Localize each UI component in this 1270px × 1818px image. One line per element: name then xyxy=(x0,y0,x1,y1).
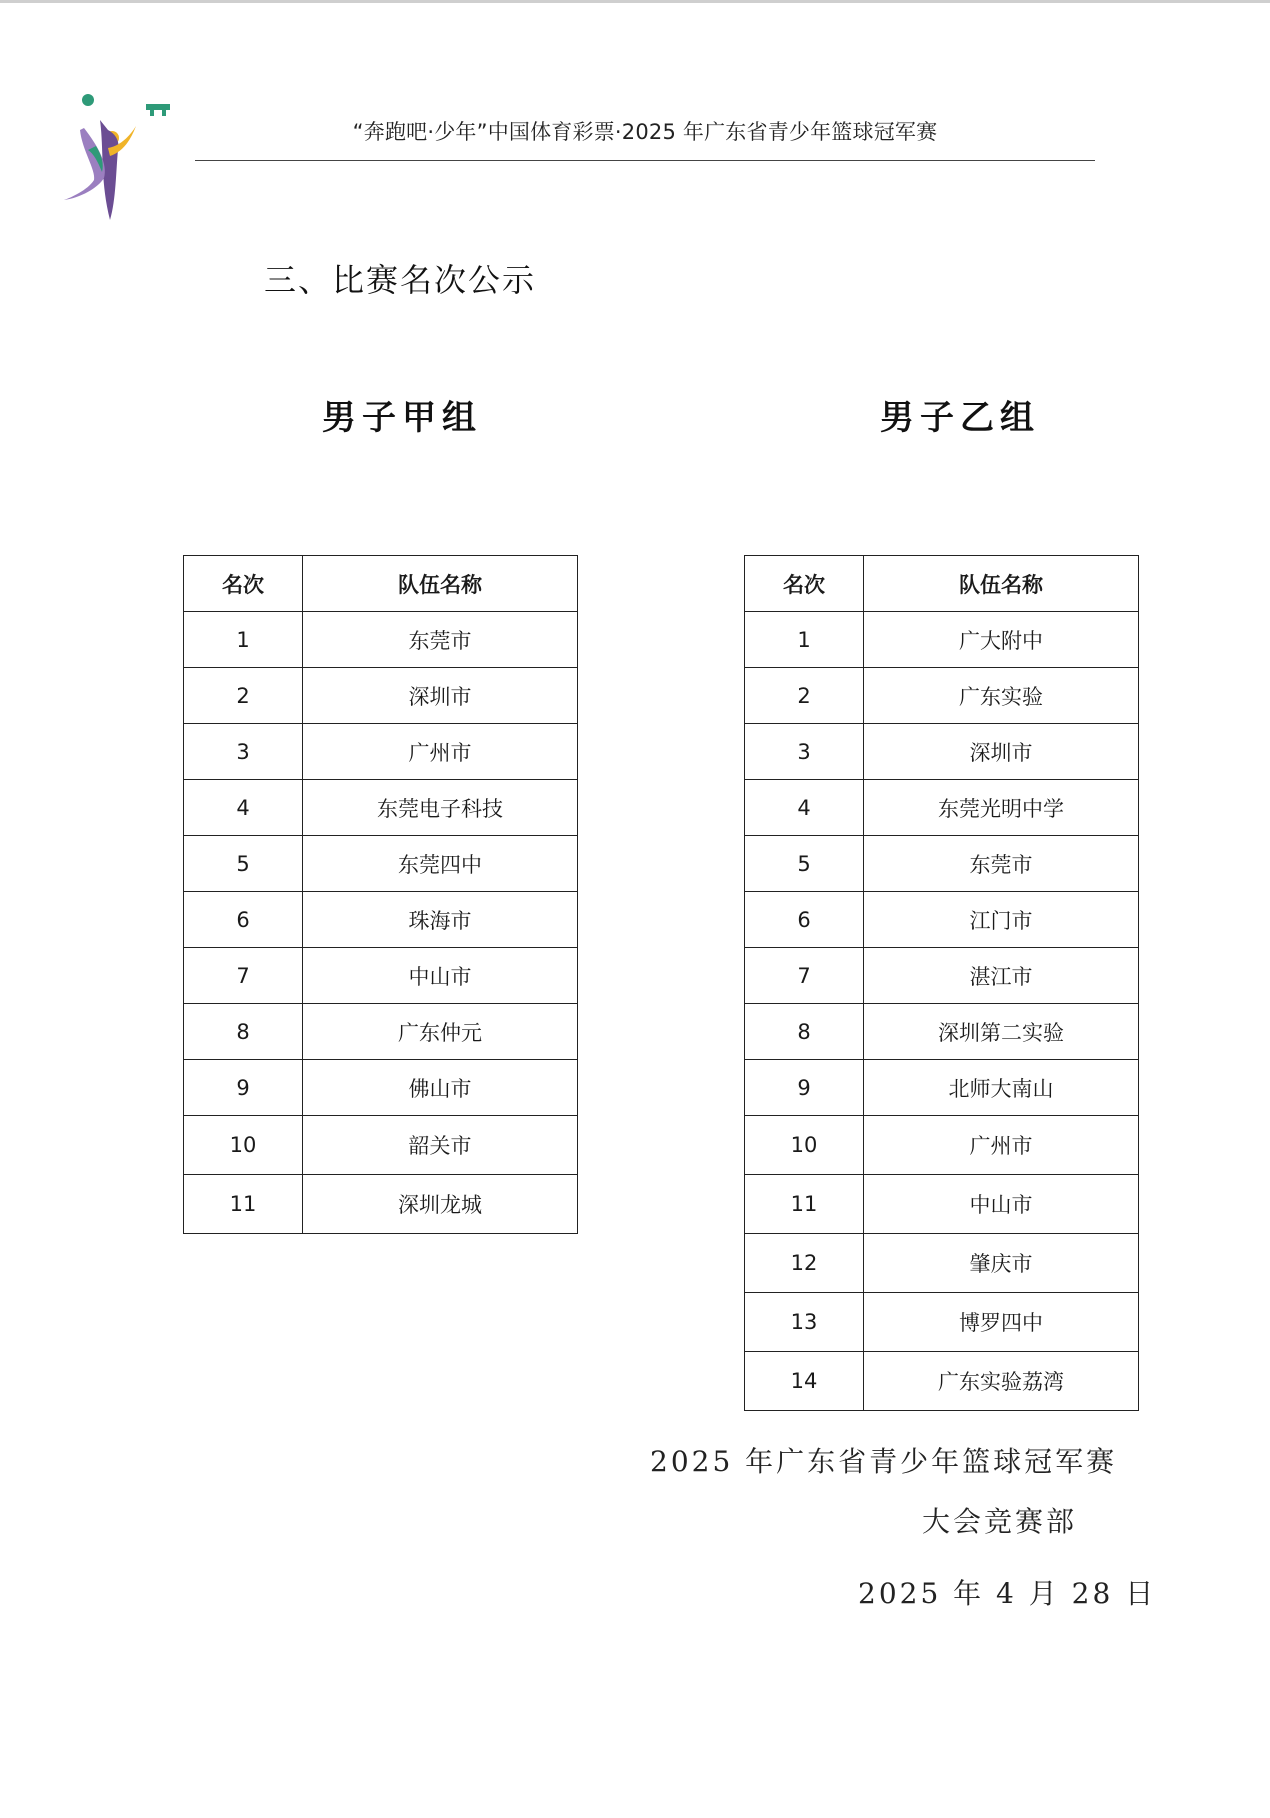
table-row xyxy=(745,1060,1139,1116)
team-cell: 博罗四中 xyxy=(864,1293,1139,1352)
table-row xyxy=(184,1175,578,1234)
rank-cell: 3 xyxy=(745,724,864,780)
team-cell: 中山市 xyxy=(303,948,578,1004)
team-cell: 东莞电子科技 xyxy=(303,780,578,836)
table-row xyxy=(745,1116,1139,1175)
team-cell: 东莞市 xyxy=(864,836,1139,892)
header-divider xyxy=(195,160,1095,161)
team-cell: 珠海市 xyxy=(303,892,578,948)
table-row xyxy=(745,948,1139,1004)
page-top-border xyxy=(0,0,1270,3)
rank-cell: 3 xyxy=(184,724,303,780)
rank-cell: 8 xyxy=(184,1004,303,1060)
table-row xyxy=(184,1060,578,1116)
rank-cell: 14 xyxy=(745,1352,864,1411)
group-title-a: 男子甲组 xyxy=(322,398,482,438)
column-header-rank: 名次 xyxy=(745,556,864,612)
rank-cell: 7 xyxy=(184,948,303,1004)
rank-cell: 5 xyxy=(745,836,864,892)
team-cell: 江门市 xyxy=(864,892,1139,948)
team-cell: 深圳第二实验 xyxy=(864,1004,1139,1060)
table-row xyxy=(184,780,578,836)
table-row xyxy=(184,612,578,668)
header-title: “奔跑吧·少年”中国体育彩票·2025 年广东省青少年篮球冠军赛 xyxy=(352,120,938,144)
table-row xyxy=(184,724,578,780)
table-row xyxy=(184,948,578,1004)
team-cell: 深圳市 xyxy=(864,724,1139,780)
rank-cell: 4 xyxy=(745,780,864,836)
rank-cell: 9 xyxy=(184,1060,303,1116)
table-row xyxy=(745,724,1139,780)
rank-cell: 9 xyxy=(745,1060,864,1116)
team-cell: 深圳龙城 xyxy=(303,1175,578,1234)
signature-date: 2025 年 4 月 28 日 xyxy=(858,1577,1157,1610)
signature-organization: 2025 年广东省青少年篮球冠军赛 xyxy=(650,1445,1118,1478)
table-row xyxy=(184,892,578,948)
rank-cell: 13 xyxy=(745,1293,864,1352)
team-cell: 湛江市 xyxy=(864,948,1139,1004)
table-header-row xyxy=(745,556,1139,612)
table-row xyxy=(745,1175,1139,1234)
rank-cell: 10 xyxy=(184,1116,303,1175)
team-cell: 深圳市 xyxy=(303,668,578,724)
signature-department: 大会竞赛部 xyxy=(922,1505,1078,1538)
table-row xyxy=(184,1004,578,1060)
table-row xyxy=(184,836,578,892)
table-row xyxy=(745,1234,1139,1293)
rank-cell: 6 xyxy=(745,892,864,948)
team-cell: 韶关市 xyxy=(303,1116,578,1175)
table-row xyxy=(745,1004,1139,1060)
team-cell: 广东实验荔湾 xyxy=(864,1352,1139,1411)
column-header-rank: 名次 xyxy=(184,556,303,612)
rank-cell: 2 xyxy=(184,668,303,724)
table-row xyxy=(745,780,1139,836)
team-cell: 肇庆市 xyxy=(864,1234,1139,1293)
team-cell: 东莞四中 xyxy=(303,836,578,892)
team-cell: 广州市 xyxy=(303,724,578,780)
rank-cell: 11 xyxy=(745,1175,864,1234)
rank-cell: 12 xyxy=(745,1234,864,1293)
rank-cell: 8 xyxy=(745,1004,864,1060)
team-cell: 东莞市 xyxy=(303,612,578,668)
rank-cell: 7 xyxy=(745,948,864,1004)
table-row xyxy=(745,1293,1139,1352)
rank-cell: 11 xyxy=(184,1175,303,1234)
rank-cell: 5 xyxy=(184,836,303,892)
group-title-b: 男子乙组 xyxy=(880,398,1040,438)
table-row xyxy=(745,612,1139,668)
ranking-table-group-a xyxy=(183,555,578,1234)
ranking-table-group-b xyxy=(744,555,1139,1411)
rank-cell: 1 xyxy=(745,612,864,668)
team-cell: 广东实验 xyxy=(864,668,1139,724)
rank-cell: 6 xyxy=(184,892,303,948)
table-row xyxy=(745,668,1139,724)
team-cell: 中山市 xyxy=(864,1175,1139,1234)
column-header-team: 队伍名称 xyxy=(303,556,578,612)
table-header-row xyxy=(184,556,578,612)
rank-cell: 1 xyxy=(184,612,303,668)
table-row xyxy=(745,1352,1139,1411)
basketball-player-logo-icon xyxy=(60,90,190,230)
team-cell: 广州市 xyxy=(864,1116,1139,1175)
table-row xyxy=(745,836,1139,892)
rank-cell: 4 xyxy=(184,780,303,836)
team-cell: 广东仲元 xyxy=(303,1004,578,1060)
rank-cell: 10 xyxy=(745,1116,864,1175)
rank-cell: 2 xyxy=(745,668,864,724)
table-row xyxy=(184,1116,578,1175)
section-heading: 三、比赛名次公示 xyxy=(264,261,537,299)
team-cell: 广大附中 xyxy=(864,612,1139,668)
team-cell: 佛山市 xyxy=(303,1060,578,1116)
table-row xyxy=(184,668,578,724)
table-row xyxy=(745,892,1139,948)
column-header-team: 队伍名称 xyxy=(864,556,1139,612)
team-cell: 东莞光明中学 xyxy=(864,780,1139,836)
team-cell: 北师大南山 xyxy=(864,1060,1139,1116)
